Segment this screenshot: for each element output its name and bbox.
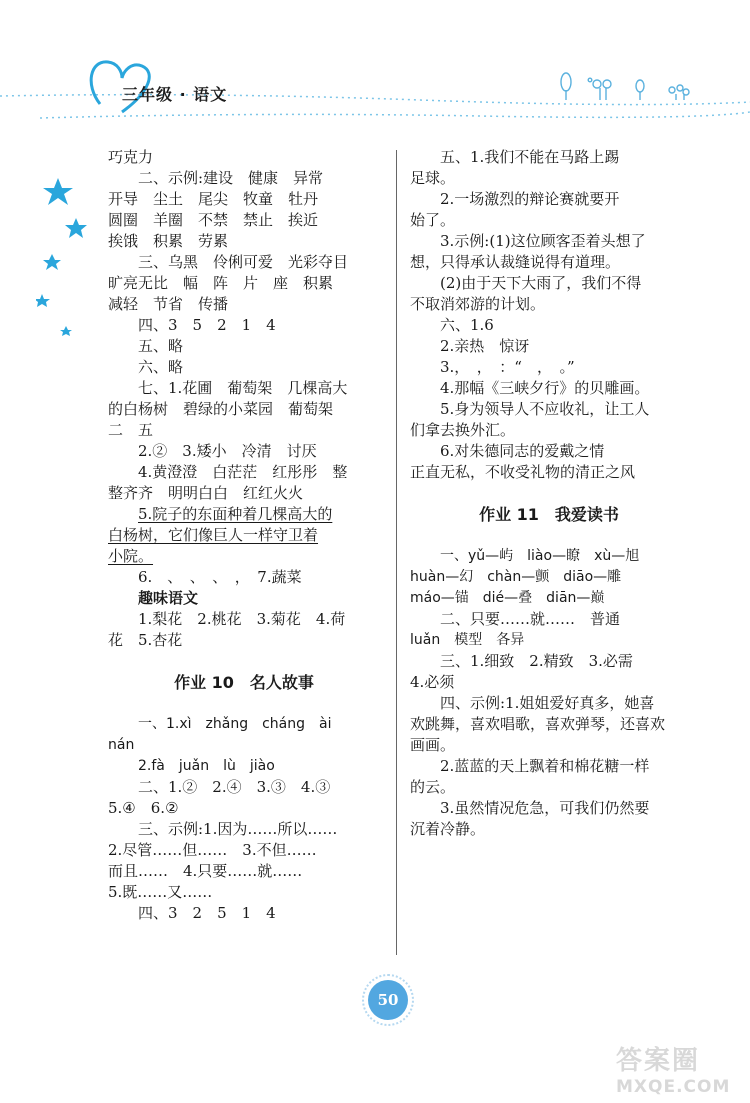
answer-line: 4.黄澄澄 白茫茫 红彤彤 整 — [138, 463, 348, 481]
star-icon — [36, 178, 87, 336]
answer-line: 一、yǔ—屿 liào—瞭 xù—旭 — [440, 548, 640, 564]
answer-line: 减轻 节省 传播 — [108, 295, 229, 313]
answer-line: huàn—幻 chàn—颤 diāo—雕 — [410, 569, 622, 585]
answer-block-11 — [410, 546, 688, 840]
answer-line: 趣味语文 — [138, 589, 199, 607]
answer-line: 的白杨树 碧绿的小菜园 葡萄架 — [108, 400, 334, 418]
answer-line: 巧克力 — [108, 148, 154, 166]
answer-line: 足球。 — [410, 169, 456, 187]
section-title-10: 作业 10 名人故事 — [174, 673, 314, 692]
answer-line: 花 5.杏花 — [108, 631, 183, 649]
answer-line: 三、示例:1.因为……所以…… — [138, 820, 338, 838]
plant-icons — [561, 73, 689, 100]
answer-line: 5.院子的东面种着几棵高大的 — [138, 505, 333, 523]
answer-line: 二、示例:建设 健康 异常 — [138, 169, 324, 187]
answer-line: 2.亲热 惊讶 — [440, 337, 530, 355]
answer-line: 正直无私，不收受礼物的清正之风 — [410, 463, 636, 481]
answer-line: 四、3 5 2 1 4 — [138, 316, 276, 334]
answer-line: 3.， ， ：“ ， 。” — [440, 358, 575, 376]
answer-block-10 — [108, 714, 380, 924]
answer-line: 小院。 — [108, 547, 154, 565]
answer-line: 画画。 — [410, 736, 456, 754]
answer-line: 五、略 — [138, 337, 184, 355]
answer-line: 的云。 — [410, 778, 456, 796]
answer-block-9 — [108, 147, 380, 651]
answer-line: 三、1.细致 2.精致 3.必需 — [440, 652, 633, 670]
answer-line: 五、1.我们不能在马路上踢 — [440, 148, 620, 166]
answer-line: 六、1.6 — [440, 316, 494, 334]
column-divider — [396, 150, 397, 955]
section-title-11: 作业 11 我爱读书 — [479, 505, 619, 524]
answer-line: máo—锚 dié—叠 diān—巅 — [410, 590, 605, 606]
answer-line: 5.既……又…… — [108, 883, 213, 901]
answer-line: 沉着冷静。 — [410, 820, 486, 838]
answer-line: 白杨树，它们像巨人一样守卫着 — [108, 526, 319, 544]
answer-block-10-cont — [410, 147, 688, 483]
page-header — [0, 0, 750, 130]
answer-line: 4.必须 — [410, 673, 455, 691]
header-title: 三年级 · 语文 — [122, 85, 228, 104]
answer-line: 想，只得承认裁缝说得有道理。 — [410, 253, 621, 271]
answer-line: 6.对朱德同志的爱戴之情 — [440, 442, 605, 460]
answer-line: 们拿去换外汇。 — [410, 421, 516, 439]
watermark-url: MXQE.COM — [616, 1077, 731, 1097]
answer-line: 不取消郊游的计划。 — [410, 295, 546, 313]
answer-line: 4.那幅《三峡夕行》的贝雕画。 — [440, 379, 650, 397]
answer-line: 而且…… 4.只要……就…… — [108, 862, 303, 880]
answer-line: 整齐齐 明明白白 红红火火 — [108, 484, 304, 502]
watermark — [616, 1040, 744, 1100]
answer-line: 四、示例:1.姐姐爱好真多，她喜 — [440, 694, 655, 712]
answer-line: 挨饿 积累 劳累 — [108, 232, 229, 250]
answer-line: 开导 尘土 尾尖 牧童 牡丹 — [108, 190, 319, 208]
page-number: 50 — [368, 980, 408, 1020]
answer-line: 5.④ 6.② — [108, 799, 179, 817]
answer-line: 二、只要……就…… 普通 — [440, 610, 621, 628]
answer-line: 七、1.花圃 葡萄架 几棵高大 — [138, 379, 348, 397]
answer-line: 三、乌黑 伶俐可爱 光彩夺目 — [138, 253, 349, 271]
right-column — [410, 147, 688, 840]
answer-line: luǎn 模型 各异 — [410, 632, 525, 648]
answer-line: 圆圈 羊圈 不禁 禁止 挨近 — [108, 211, 319, 229]
answer-line: 四、3 2 5 1 4 — [138, 904, 276, 922]
answer-line: 3.示例:(1)这位顾客歪着头想了 — [440, 232, 646, 250]
answer-line: 2.尽管……但…… 3.不但…… — [108, 841, 317, 859]
answer-line: 始了。 — [410, 211, 456, 229]
answer-line: 1.梨花 2.桃花 3.菊花 4.荷 — [138, 610, 346, 628]
answer-line: 2.一场激烈的辩论赛就要开 — [440, 190, 620, 208]
stars-decoration — [36, 178, 96, 338]
answer-line: (2)由于天下大雨了，我们不得 — [440, 274, 642, 292]
answer-line: 二 五 — [108, 421, 154, 439]
answer-line: 2.蓝蓝的天上飘着和棉花糖一样 — [440, 757, 650, 775]
answer-line: nán — [108, 737, 135, 753]
left-column — [108, 147, 380, 924]
answer-line: 旷亮无比 幅 阵 片 座 积累 — [108, 274, 334, 292]
header-decoration — [0, 0, 750, 130]
answer-line: 6. 、 、 、 ， 7.蔬菜 — [138, 568, 302, 586]
answer-line: 2.② 3.矮小 冷清 讨厌 — [138, 442, 317, 460]
answer-line: 欢跳舞，喜欢唱歌，喜欢弹琴，还喜欢 — [410, 715, 666, 733]
answer-line: 六、略 — [138, 358, 184, 376]
answer-line: 二、1.② 2.④ 3.③ 4.③ — [138, 778, 331, 796]
watermark-logo: 答案圈 — [616, 1046, 701, 1076]
answer-line: 2.fà juǎn lù jiào — [138, 758, 275, 774]
answer-line: 一、1.xì zhǎng cháng ài — [138, 716, 332, 732]
answer-line: 3.虽然情况危急，可我们仍然要 — [440, 799, 650, 817]
answer-line: 5.身为领导人不应收礼，让工人 — [440, 400, 650, 418]
